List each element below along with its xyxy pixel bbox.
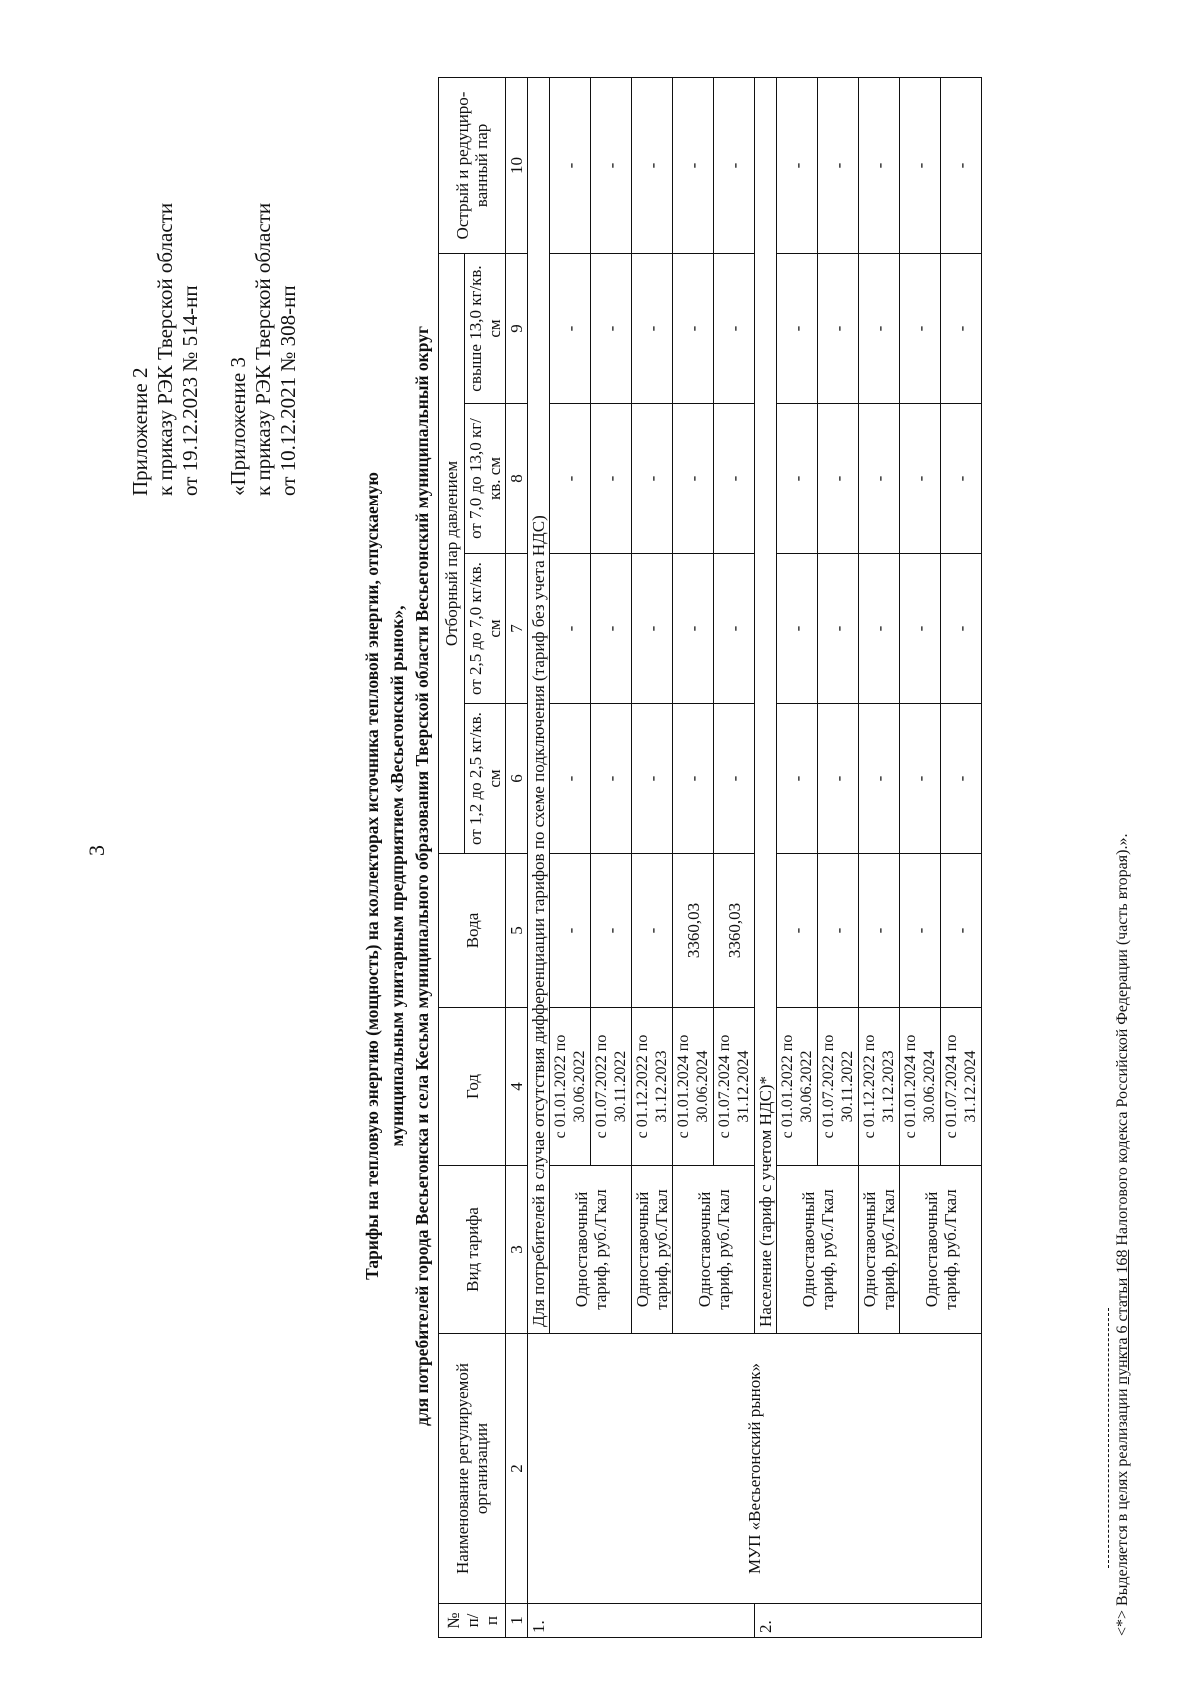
value-steam-3: - xyxy=(859,404,900,554)
approval-line: к приказу РЭК Тверской области xyxy=(251,202,275,496)
document-title xyxy=(360,176,435,1576)
approval-line: Приложение 2 xyxy=(128,367,152,496)
value-steam-2: - xyxy=(859,554,900,704)
value-steam-1: - xyxy=(591,704,632,854)
footnote-separator xyxy=(1108,1308,1109,1568)
period: с 01.07.2024 по 31.12.2024 xyxy=(714,1008,755,1166)
value-steam-1: - xyxy=(818,704,859,854)
value-sharp: - xyxy=(591,77,632,253)
value-steam-4: - xyxy=(859,253,900,403)
value-sharp: - xyxy=(550,77,591,253)
value-water: 3360,03 xyxy=(673,854,714,1008)
value-steam-4: - xyxy=(900,253,941,403)
value-water: - xyxy=(550,854,591,1008)
col-header-year: Год xyxy=(439,1008,506,1166)
value-steam-4: - xyxy=(714,253,755,403)
period: с 01.01.2022 по 30.06.2022 xyxy=(550,1008,591,1166)
value-water: - xyxy=(777,854,818,1008)
col-header-water: Вода xyxy=(439,854,506,1008)
value-steam-4: - xyxy=(673,253,714,403)
value-water: 3360,03 xyxy=(714,854,755,1008)
col-index: 1 xyxy=(506,1604,528,1638)
col-header-steam: Отборный пар давлением xyxy=(439,253,465,853)
value-water: - xyxy=(900,854,941,1008)
tariff-type: Одноставочный тариф, руб./Гкал xyxy=(550,1166,632,1334)
value-steam-2: - xyxy=(550,554,591,704)
period: с 01.07.2022 по 30.11.2022 xyxy=(818,1008,859,1166)
period: с 01.12.2022 по 31.12.2023 xyxy=(632,1008,673,1166)
period: с 01.01.2024 по 30.06.2024 xyxy=(900,1008,941,1166)
col-index: 10 xyxy=(506,77,528,253)
value-steam-2: - xyxy=(714,554,755,704)
approval-line: от 10.12.2021 № 308-нп xyxy=(276,285,300,496)
title-line: Тарифы на тепловую энергию (мощность) на коллекторах источника тепловой энергии, отпускаемую xyxy=(362,472,382,1280)
approval-line: к приказу РЭК Тверской области xyxy=(153,202,177,496)
value-sharp: - xyxy=(714,77,755,253)
value-steam-4: - xyxy=(777,253,818,403)
value-sharp: - xyxy=(632,77,673,253)
value-steam-2: - xyxy=(900,554,941,704)
col-index: 6 xyxy=(506,704,528,854)
value-steam-3: - xyxy=(777,404,818,554)
value-steam-1: - xyxy=(673,704,714,854)
col-header-steam-1: от 1,2 до 2,5 кг/кв. см xyxy=(465,704,506,854)
value-steam-3: - xyxy=(673,404,714,554)
tariff-type: Одноставочный тариф, руб./Гкал xyxy=(673,1166,755,1334)
col-header-steam-4: свыше 13,0 кг/кв. см xyxy=(465,253,506,403)
value-sharp: - xyxy=(673,77,714,253)
approval-line: «Приложение 3 xyxy=(226,357,250,496)
col-index: 7 xyxy=(506,554,528,704)
org-name: МУП «Весьегонский рынок» xyxy=(745,1363,764,1575)
section-caption: Для потребителей в случае отсутствия дифференциации тарифов по схеме подключения (тариф без учета НДС) xyxy=(528,77,550,1333)
value-steam-3: - xyxy=(714,404,755,554)
tariff-type: Одноставочный тариф, руб./Гкал xyxy=(632,1166,673,1334)
tariff-type: Одноставочный тариф, руб./Гкал xyxy=(900,1166,982,1334)
value-sharp: - xyxy=(818,77,859,253)
value-steam-4: - xyxy=(632,253,673,403)
value-sharp: - xyxy=(900,77,941,253)
col-header-sharp: Острый и редуциро-ванный пар xyxy=(439,77,506,253)
value-sharp: - xyxy=(859,77,900,253)
tariff-table xyxy=(438,77,982,1638)
col-index: 8 xyxy=(506,404,528,554)
col-header-org: Наименование регулируемой организации xyxy=(439,1334,506,1604)
value-water: - xyxy=(941,854,982,1008)
col-header-num: № п/ п xyxy=(439,1604,506,1638)
value-steam-3: - xyxy=(818,404,859,554)
period: с 01.01.2022 по 30.06.2022 xyxy=(777,1008,818,1166)
value-steam-2: - xyxy=(632,554,673,704)
section-caption: Население (тариф с учетом НДС)* xyxy=(755,77,777,1333)
footnote-post: Налогового кодекса Российской Федерации (часть вторая).». xyxy=(1114,833,1131,1250)
value-steam-4: - xyxy=(818,253,859,403)
value-steam-3: - xyxy=(900,404,941,554)
value-steam-1: - xyxy=(632,704,673,854)
footnote-link[interactable]: пункта 6 статьи 168 xyxy=(1114,1249,1131,1385)
value-steam-1: - xyxy=(900,704,941,854)
value-steam-1: - xyxy=(859,704,900,854)
value-steam-4: - xyxy=(941,253,982,403)
period: с 01.07.2022 по 30.11.2022 xyxy=(591,1008,632,1166)
value-steam-4: - xyxy=(550,253,591,403)
approval-block xyxy=(128,203,301,496)
period: с 01.01.2024 по 30.06.2024 xyxy=(673,1008,714,1166)
col-header-type: Вид тарифа xyxy=(439,1166,506,1334)
tariff-type: Одноставочный тариф, руб./Гкал xyxy=(859,1166,900,1334)
value-steam-3: - xyxy=(941,404,982,554)
col-index: 3 xyxy=(506,1166,528,1334)
col-index: 2 xyxy=(506,1334,528,1604)
value-steam-3: - xyxy=(632,404,673,554)
footnote-pre: <*> Выделяется в целях реализации xyxy=(1114,1384,1131,1636)
page-number: 3 xyxy=(84,845,109,856)
value-water: - xyxy=(818,854,859,1008)
value-steam-1: - xyxy=(550,704,591,854)
value-steam-4: - xyxy=(591,253,632,403)
value-steam-2: - xyxy=(818,554,859,704)
value-steam-3: - xyxy=(591,404,632,554)
value-steam-1: - xyxy=(777,704,818,854)
value-steam-1: - xyxy=(941,704,982,854)
col-index: 9 xyxy=(506,253,528,403)
org-name-cell xyxy=(528,1334,982,1604)
col-index: 4 xyxy=(506,1008,528,1166)
title-line: для потребителей города Весьегонска и села Кесьма муниципального образования Тверской области Весьегонский муниципальный округ xyxy=(412,326,432,1426)
approval-line: от 19.12.2023 № 514-нп xyxy=(178,285,202,496)
tariff-type: Одноставочный тариф, руб./Гкал xyxy=(777,1166,859,1334)
section-number: 1. xyxy=(528,1604,755,1638)
value-steam-2: - xyxy=(941,554,982,704)
col-header-steam-2: от 2,5 до 7,0 кг/кв. см xyxy=(465,554,506,704)
value-sharp: - xyxy=(777,77,818,253)
value-steam-1: - xyxy=(714,704,755,854)
value-steam-2: - xyxy=(591,554,632,704)
col-index: 5 xyxy=(506,854,528,1008)
value-water: - xyxy=(591,854,632,1008)
value-water: - xyxy=(632,854,673,1008)
value-water: - xyxy=(859,854,900,1008)
value-steam-3: - xyxy=(550,404,591,554)
period: с 01.12.2022 по 31.12.2023 xyxy=(859,1008,900,1166)
period: с 01.07.2024 по 31.12.2024 xyxy=(941,1008,982,1166)
value-sharp: - xyxy=(941,77,982,253)
value-steam-2: - xyxy=(673,554,714,704)
value-steam-2: - xyxy=(777,554,818,704)
title-line: муниципальным унитарным предприятием «Весьегонский рынок», xyxy=(387,605,407,1147)
footnote xyxy=(1114,834,1132,1636)
col-header-steam-3: от 7,0 до 13,0 кг/кв. см xyxy=(465,404,506,554)
section-number: 2. xyxy=(755,1604,982,1638)
